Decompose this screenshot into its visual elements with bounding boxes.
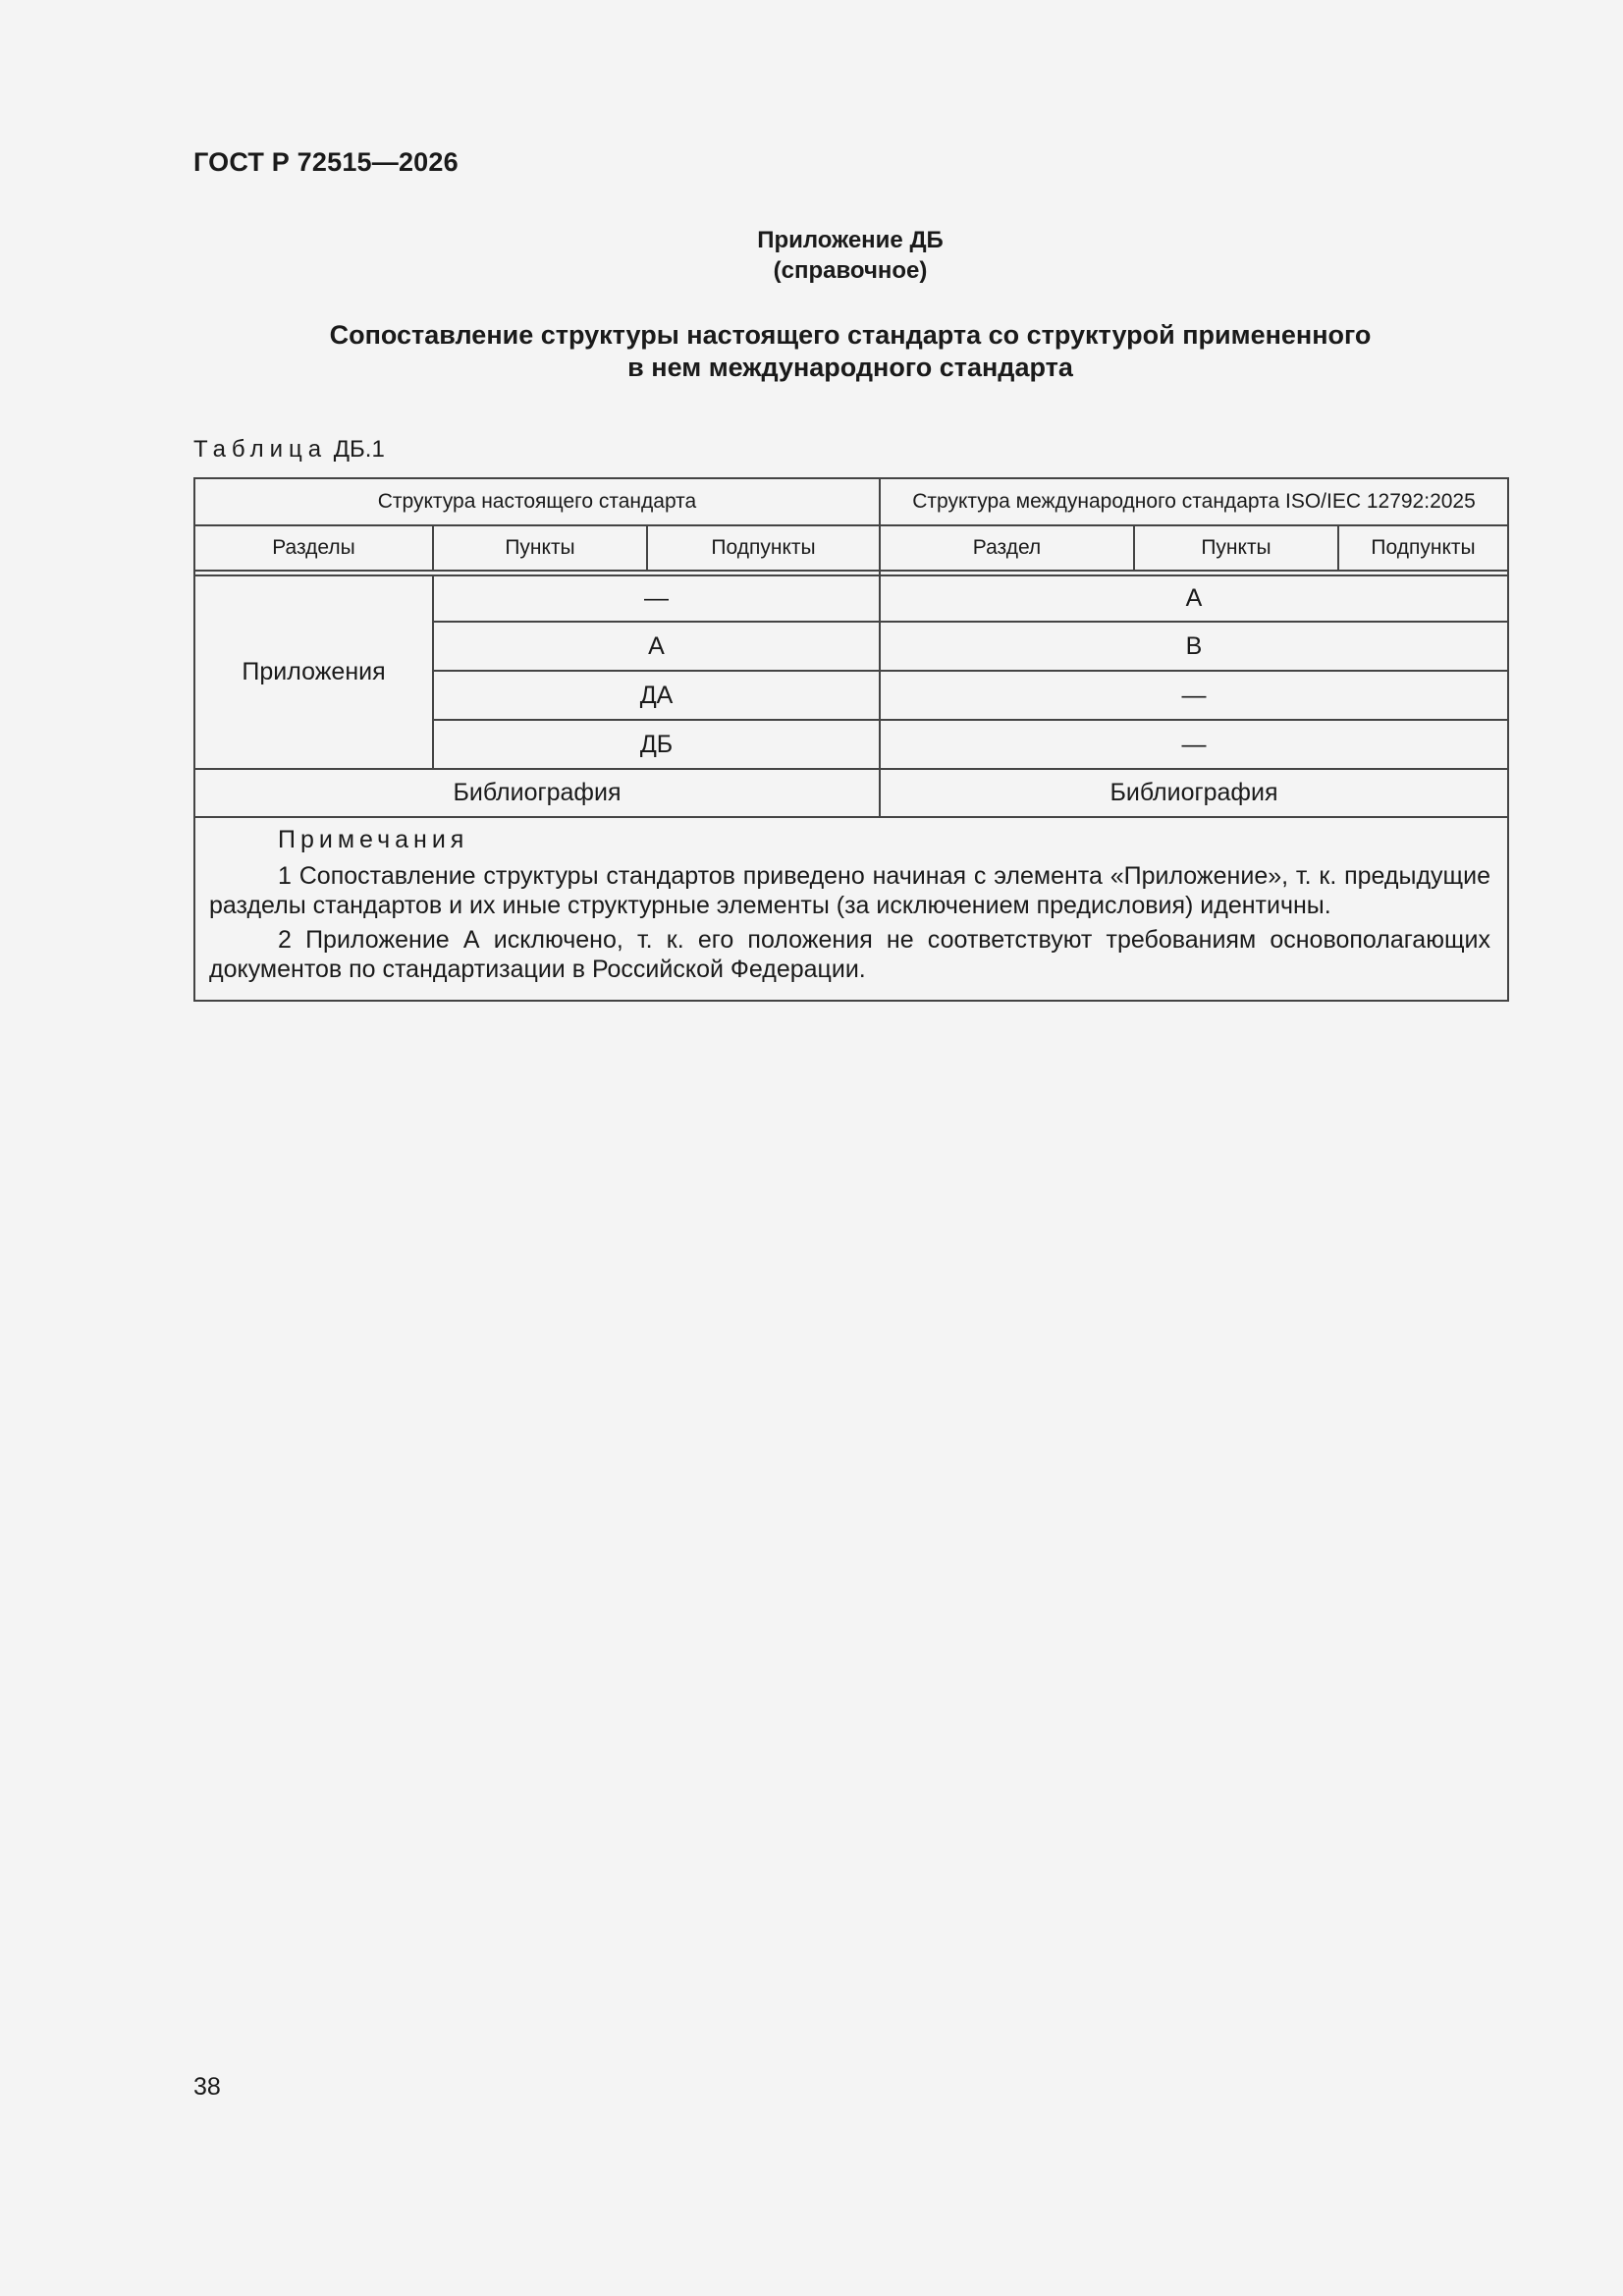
table-cell-international: — (1181, 681, 1207, 709)
structure-comparison-table (193, 477, 1509, 1002)
appendix-heading-line-1: Сопоставление структуры настоящего стандарта со структурой примененного (329, 320, 1372, 350)
table-caption (193, 436, 385, 464)
subheader-national-subclauses: Подпункты (711, 536, 816, 559)
section-label-annexes: Приложения (242, 658, 386, 685)
notes-title: Примечания (278, 826, 469, 853)
table-notes (209, 825, 1490, 989)
table-cell-national: А (648, 631, 665, 660)
appendix-heading-line-2: в нем международного стандарта (627, 353, 1073, 382)
page-number: 38 (193, 2073, 221, 2101)
note-item: 2 Приложение А исключено, т. к. его положения не соответствуют требованиям основополагающих документов по стандартизации в Российской Федерации. (209, 926, 1490, 983)
table-rule (193, 816, 1509, 818)
subheader-national-sections: Разделы (272, 536, 355, 559)
subheader-international-clauses: Пункты (1201, 536, 1271, 559)
bibliography-national: Библиография (453, 779, 622, 806)
table-border-bottom (193, 1000, 1509, 1002)
subheader-national-clauses: Пункты (505, 536, 575, 559)
table-cell-national: ДА (639, 681, 674, 709)
header-national-structure: Структура настоящего стандарта (377, 490, 697, 513)
table-caption-word: Таблица (193, 436, 328, 463)
appendix-title: Приложение ДБ (757, 227, 944, 253)
table-caption-number: ДБ.1 (333, 436, 385, 463)
document-code: ГОСТ Р 72515—2026 (193, 147, 459, 177)
table-rule (193, 570, 1509, 572)
table-cell-international: — (1181, 730, 1207, 758)
note-item: 1 Сопоставление структуры стандартов приведено начиная с элемента «Приложение», т. к. предыдущие разделы стандартов и их иные структурные элементы (за исключением предисловия) идентичны. (209, 862, 1490, 919)
header-international-structure: Структура международного стандарта ISO/IEC 12792:2025 (912, 490, 1476, 513)
table-cell-international: В (1185, 631, 1203, 660)
subheader-international-subclauses: Подпункты (1371, 536, 1476, 559)
bibliography-international: Библиография (1109, 779, 1278, 806)
table-cell-national: — (644, 584, 669, 612)
appendix-status: (справочное) (773, 257, 928, 284)
subheader-international-section: Раздел (972, 536, 1042, 559)
table-cell-national: ДБ (639, 730, 674, 758)
table-border-right (1507, 477, 1509, 1002)
table-cell-international: А (1185, 584, 1203, 612)
